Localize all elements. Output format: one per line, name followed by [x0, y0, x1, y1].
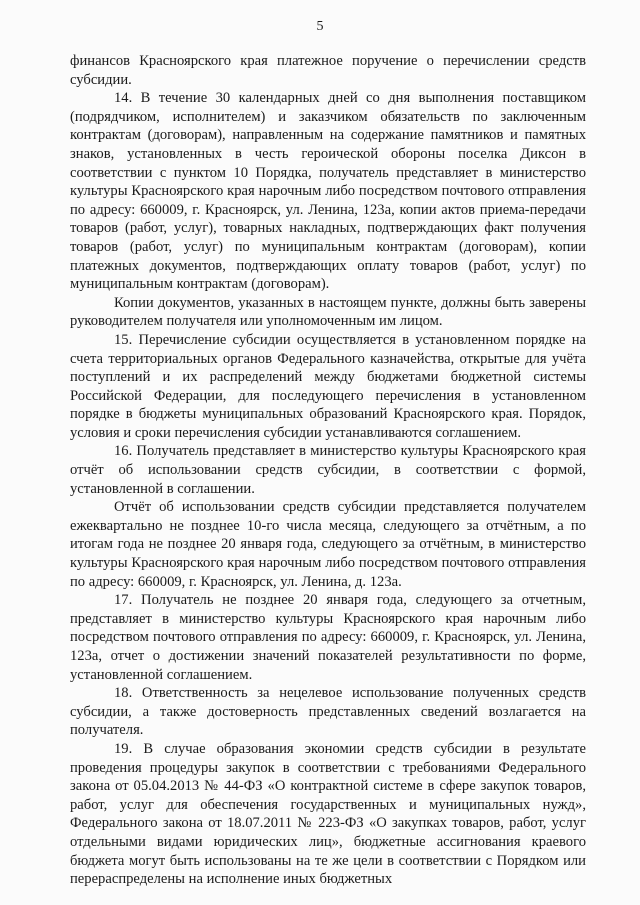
- paragraph-19: 19. В случае образования экономии средств субсидии в результате проведения процедуры закупок в соответствии с требованиями Федерального закона от 05.04.2013 № 44-ФЗ «О контрактной системе в сфере закупок товаров, работ, услуг для обеспечения государственных и муниципальных нужд», Федерального закона от 18.07.2011 № 223-ФЗ «О закупках товаров, работ, услуг отдельными видами юридических лиц», бюджетные ассигнования краевого бюджета могут быть использованы на те же цели в соответствии с Порядком или перераспределены на исполнение иных бюджетных: [70, 740, 586, 888]
- paragraph-16: 16. Получатель представляет в министерство культуры Красноярского края отчёт об использовании средств субсидии, в соответствии с формой, установленной в соглашении.: [70, 443, 586, 497]
- paragraph-continuation: финансов Красноярского края платежное поручение о перечислении средств субсидии.: [70, 53, 586, 88]
- page-number: 5: [316, 19, 324, 34]
- paragraph-14-copies: Копии документов, указанных в настоящем пункте, должны быть заверены руководителем получателя или уполномоченным им лицом.: [70, 294, 586, 330]
- paragraph-16-report: Отчёт об использовании средств субсидии представляется получателем ежеквартально не позднее 10-го числа месяца, следующего за отчётным, а по итогам года не позднее 20 января года, следующего за отчётным, в министерство культуры Красноярского края нарочным либо посредством почтового отправления по адресу: 660009, г. Красноярск, ул. Ленина, д. 123а.: [70, 499, 586, 590]
- document-body: [70, 52, 586, 889]
- paragraph-18: 18. Ответственность за нецелевое использование полученных средств субсидии, а также достоверность представленных сведений возлагается на получателя.: [70, 685, 586, 739]
- paragraph-15: 15. Перечисление субсидии осуществляется в установленном порядке на счета территориальных органов Федерального казначейства, открытые для учёта поступлений и их распределений между бюджетами бюджетной системы Российской Федерации, для последующего перечисления в установленном порядке в бюджеты муниципальных образований Красноярского края. Порядок, условия и сроки перечисления субсидии устанавливаются соглашением.: [70, 331, 586, 441]
- paragraph-17: 17. Получатель не позднее 20 января года, следующего за отчетным, представляет в министерство культуры Красноярского края нарочным либо посредством почтового отправления по адресу: 660009, г. Красноярск, ул. Ленина, 123а, отчет о достижении значений показателей результативности по форме, установленной соглашением.: [70, 592, 586, 683]
- paragraph-14: 14. В течение 30 календарных дней со дня выполнения поставщиком (подрядчиком, исполнителем) и заказчиком обязательств по заключенным контрактам (договорам), направленным на содержание памятников и памятных знаков, установленных в честь героической обороны поселка Диксон в соответствии с пунктом 10 Порядка, получатель представляет в министерство культуры Красноярского края нарочным либо посредством почтового отправления по адресу: 660009, г. Красноярск, ул. Ленина, 123а, копии актов приема-передачи товаров (работ, услуг), товарных накладных, подтверждающих факт получения товаров (работ, услуг) по муниципальным контрактам (договорам), копии платежных документов, подтверждающих оплату товаров (работ, услуг) по муниципальным контрактам (договорам).: [70, 90, 586, 293]
